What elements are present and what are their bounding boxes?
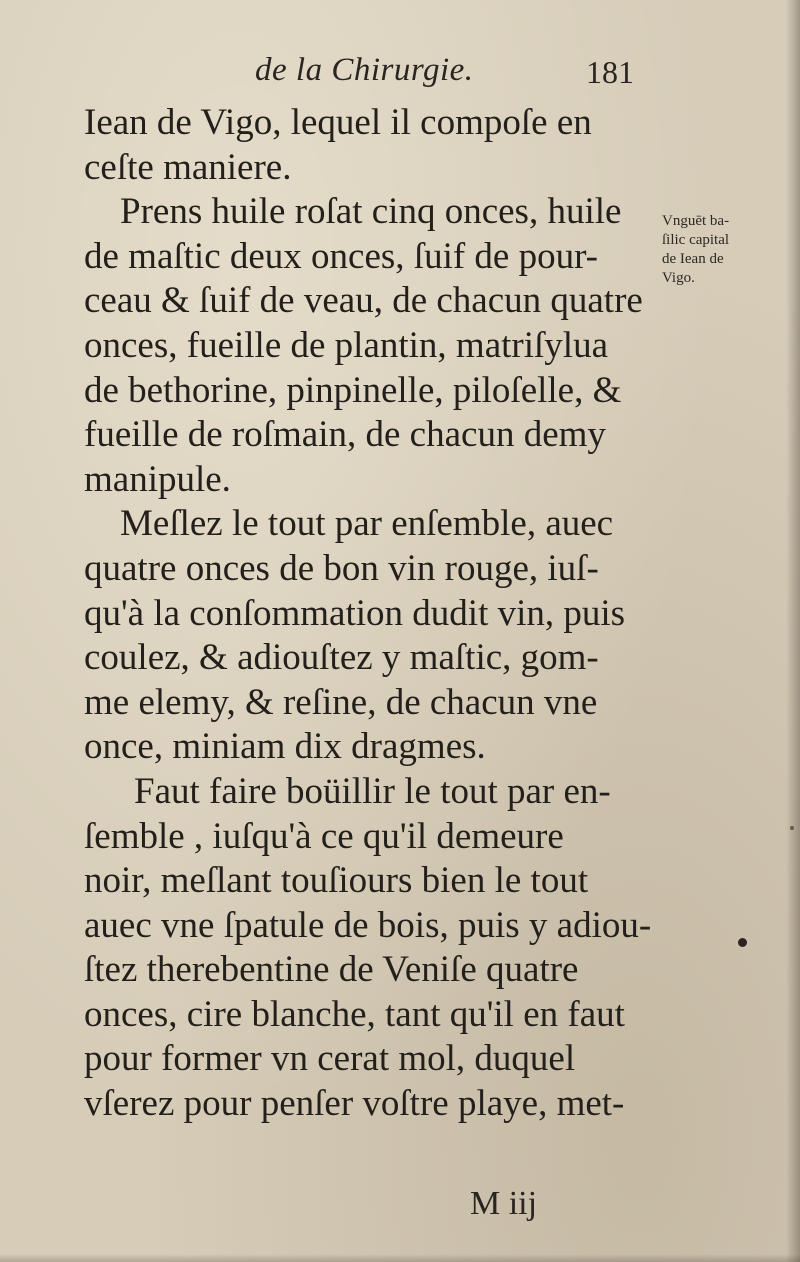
text-line: once, miniam dix dragmes.: [84, 726, 486, 768]
ink-speck: [790, 826, 794, 830]
page-bottom-shadow: [0, 1254, 800, 1262]
text-line: qu'à la conſommation dudit vin, puis: [84, 592, 626, 634]
page-edge-shadow: [786, 0, 800, 1262]
margin-note-line: Vigo.: [662, 270, 695, 286]
text-line: Iean de Vigo, lequel il compoſe en: [84, 102, 592, 143]
body-text: [84, 101, 654, 1127]
paragraph-first-line: Meſlez le tout par enſemble, auec: [120, 503, 614, 545]
ink-speck: [738, 938, 747, 947]
text-line: manipule.: [84, 458, 231, 500]
text-line: coulez, & adiouſtez y maſtic, gom-: [84, 637, 599, 679]
running-title: de la Chirurgie.: [255, 52, 474, 88]
text-line: noir, meſlant touſiours bien le tout: [84, 860, 589, 902]
text-line: de maſtic deux onces, ſuif de pour-: [84, 235, 599, 277]
text-line: pour former vn cerat mol, duquel: [84, 1038, 576, 1080]
text-line: fueille de roſmain, de chacun demy: [84, 414, 606, 456]
text-line: onces, fueille de plantin, matriſylua: [84, 324, 608, 366]
signature-mark: M iij: [470, 1185, 538, 1222]
text-line: ceau & ſuif de veau, de chacun quatre: [84, 280, 643, 322]
text-line: quatre onces de bon vin rouge, iuſ-: [84, 547, 599, 589]
margin-note-line: Vnguēt ba-: [662, 213, 730, 229]
text-line: de bethorine, pinpinelle, piloſelle, &: [84, 369, 622, 411]
text-line: me elemy, & reſine, de chacun vne: [84, 681, 598, 723]
text-line: ſtez therebentine de Veniſe quatre: [84, 949, 579, 991]
text-line: onces, cire blanche, tant qu'il en faut: [84, 993, 625, 1035]
paragraph-first-line: Prens huile roſat cinq onces, huile: [120, 191, 622, 233]
margin-note-line: de Iean de: [662, 251, 724, 267]
text-line: vſerez pour penſer voſtre playe, met-: [84, 1083, 625, 1125]
text-line: ſemble , iuſqu'à ce qu'il demeure: [84, 815, 564, 857]
margin-note: [662, 212, 792, 288]
text-line: auec vne ſpatule de bois, puis y adiou-: [84, 904, 652, 946]
margin-note-line: ſilic capital: [662, 232, 730, 248]
paragraph-first-line: Faut faire boüillir le tout par en-: [134, 770, 611, 812]
page-number: 181: [586, 54, 634, 90]
text-line: ceſte maniere.: [84, 146, 292, 188]
